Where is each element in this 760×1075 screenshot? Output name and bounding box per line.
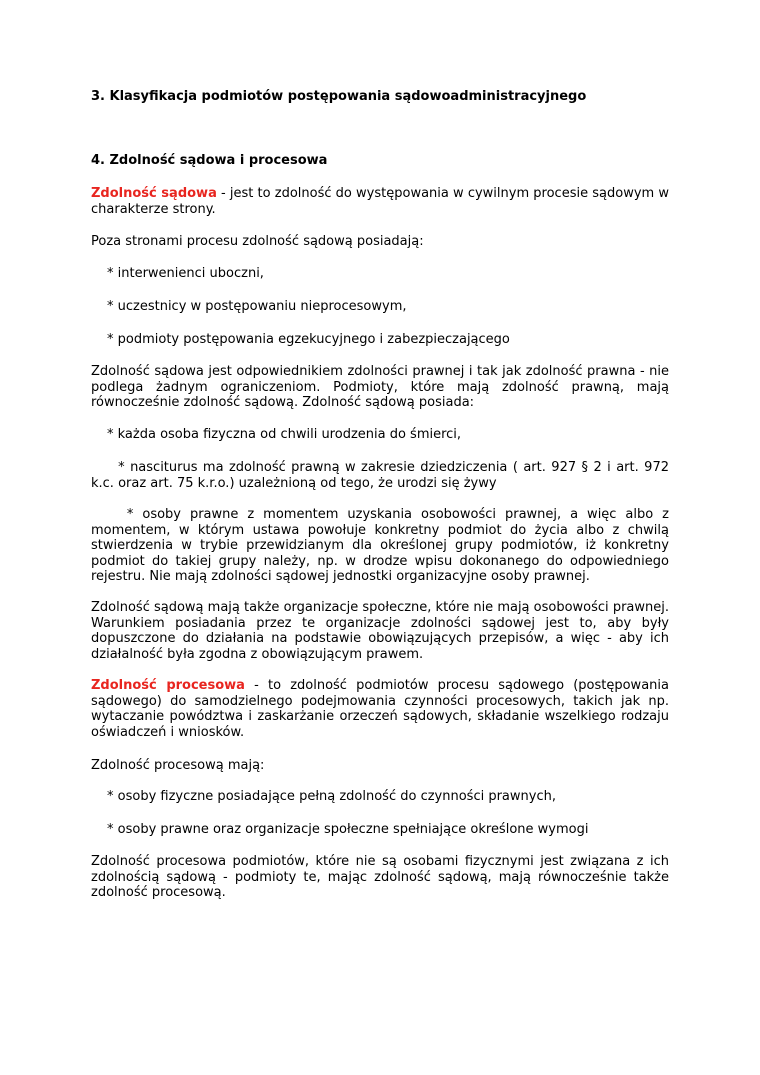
paragraph-text: - jest to zdolność do występowania w cywilnym procesie sądowym w charakterze strony. [91, 186, 669, 217]
list-item: * osoby fizyczne posiadające pełną zdolność do czynności prawnych, [107, 789, 556, 804]
list-item: * osoby prawne oraz organizacje społeczne spełniające określone wymogi [107, 822, 589, 837]
paragraph: Zdolność sądową mają także organizacje społeczne, które nie mają osobowości prawnej. Warunkiem posiadania przez te organizacje zdolności sądowej jest to, aby były dopuszczone do działania na podstawie obowiązujących przepisów, a więc - aby ich działalność była zgodna z obowiązującym prawem. [91, 600, 669, 662]
list-item: * każda osoba fizyczna od chwili urodzenia do śmierci, [107, 427, 462, 442]
list-item [91, 507, 669, 585]
list-item: * uczestnicy w postępowaniu nieprocesowym, [107, 299, 407, 314]
list-item [91, 460, 669, 491]
paragraph-definition-court-capacity [91, 186, 669, 217]
paragraph: Zdolność procesową mają: [91, 758, 265, 773]
section-heading-4: 4. Zdolność sądowa i procesowa [91, 153, 328, 168]
paragraph-definition-procedural-capacity [91, 678, 669, 740]
list-item-text: * osoby prawne z momentem uzyskania osobowości prawnej, a więc albo z momentem, w którym ustawa powołuje konkretny podmiot do życia albo z chwilą stwierdzenia w trybie przewidzianym dla określonej grupy podmiotów, iż konkretny podmiot do takiej grupy należy, np. w drodze wpisu dokonanego do odpowiedniego rejestru. Nie mają zdolności sądowej jednostki organizacyjne osoby prawnej. [91, 507, 669, 584]
list-item-text: * nasciturus ma zdolność prawną w zakresie dziedziczenia ( art. 927 § 2 i art. 972 k.c. oraz art. 75 k.r.o.) uzależnioną od tego, że urodzi się żywy [91, 460, 669, 491]
highlighted-term: Zdolność sądowa [91, 186, 217, 201]
paragraph: Zdolność sądowa jest odpowiednikiem zdolności prawnej i tak jak zdolność prawna - nie podlega żadnym ograniczeniom. Podmioty, które mają zdolność prawną, mają równocześnie zdolność sądową. Zdolność sądową posiada: [91, 364, 669, 410]
paragraph: Zdolność procesowa podmiotów, które nie są osobami fizycznymi jest związana z ich zdolnością sądową - podmioty te, mając zdolność sądową, mają równocześnie także zdolność procesową. [91, 854, 669, 900]
paragraph: Poza stronami procesu zdolność sądową posiadają: [91, 234, 424, 249]
paragraph-text: - to zdolność podmiotów procesu sądowego (postępowania sądowego) do samodzielnego podejmowania czynności procesowych, takich jak np. wytaczanie powództwa i zaskarżanie orzeczeń sądowych, składanie wszelkiego rodzaju oświadczeń i wniosków. [91, 678, 669, 740]
highlighted-term: Zdolność procesowa [91, 678, 245, 693]
section-heading-3: 3. Klasyfikacja podmiotów postępowania sądowoadministracyjnego [91, 89, 587, 104]
list-item: * podmioty postępowania egzekucyjnego i zabezpieczającego [107, 332, 510, 347]
list-item: * interwenienci uboczni, [107, 266, 264, 281]
